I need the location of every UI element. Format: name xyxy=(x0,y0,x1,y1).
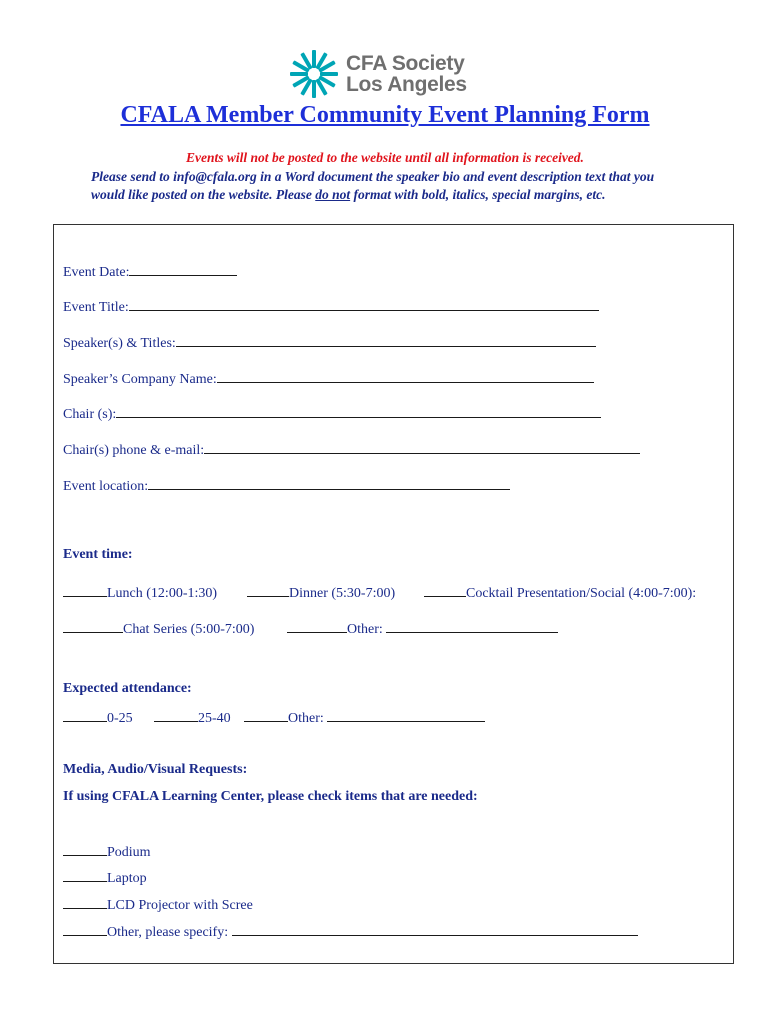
chat-check[interactable] xyxy=(63,619,123,633)
speakers-label: Speaker(s) & Titles: xyxy=(63,336,176,351)
location-field[interactable] xyxy=(148,476,510,490)
chair-contact-label: Chair(s) phone & e-mail: xyxy=(63,443,205,458)
option-media-other xyxy=(63,922,638,941)
company-row xyxy=(63,369,594,388)
attendance-1-check[interactable] xyxy=(63,708,107,722)
option-cocktail xyxy=(424,583,696,602)
option-attendance-other xyxy=(244,708,485,727)
company-field[interactable] xyxy=(217,369,594,383)
notice-emphasis: do not xyxy=(315,187,351,202)
lunch-check[interactable] xyxy=(63,583,107,597)
speakers-row xyxy=(63,333,596,352)
attendance-2-label: 25-40 xyxy=(198,711,231,726)
cfa-society-logo xyxy=(288,48,488,100)
chair-contact-row xyxy=(63,440,640,459)
option-attendance-1 xyxy=(63,708,133,727)
cocktail-check[interactable] xyxy=(424,583,466,597)
company-label: Speaker’s Company Name: xyxy=(63,372,217,387)
chair-label: Chair (s): xyxy=(63,407,117,422)
option-lunch xyxy=(63,583,217,602)
notice-warning: Events will not be posted to the website until all information is received. xyxy=(186,150,584,165)
event-date-field[interactable] xyxy=(129,262,237,276)
event-title-label: Event Title: xyxy=(63,300,129,315)
option-attendance-2 xyxy=(154,708,231,727)
chair-contact-field[interactable] xyxy=(204,440,640,454)
option-dinner xyxy=(247,583,395,602)
lunch-label: Lunch (12:00-1:30) xyxy=(107,586,218,601)
podium-label: Podium xyxy=(107,845,151,860)
media-other-check[interactable] xyxy=(63,922,107,936)
dinner-check[interactable] xyxy=(247,583,289,597)
dinner-label: Dinner (5:30-7:00) xyxy=(289,586,396,601)
notice-text-b: format with bold, italics, special margins, etc. xyxy=(350,187,606,202)
laptop-check[interactable] xyxy=(63,868,107,882)
option-chat-series xyxy=(63,619,254,638)
option-podium xyxy=(63,842,151,861)
podium-check[interactable] xyxy=(63,842,107,856)
option-laptop xyxy=(63,868,147,887)
chair-field[interactable] xyxy=(116,404,601,418)
projector-label: LCD Projector with Scree xyxy=(107,898,253,913)
event-title-row xyxy=(63,297,599,316)
laptop-label: Laptop xyxy=(107,871,147,886)
time-other-label: Other: xyxy=(347,622,387,637)
chat-label: Chat Series (5:00-7:00) xyxy=(123,622,255,637)
event-time-heading: Event time: xyxy=(63,547,133,562)
logo-line-2: Los Angeles xyxy=(346,73,467,96)
option-projector xyxy=(63,895,253,914)
attendance-other-check[interactable] xyxy=(244,708,288,722)
chair-row xyxy=(63,404,601,423)
attendance-2-check[interactable] xyxy=(154,708,198,722)
attendance-other-label: Other: xyxy=(288,711,328,726)
time-other-check[interactable] xyxy=(287,619,347,633)
media-other-field[interactable] xyxy=(232,922,638,936)
cocktail-label: Cocktail Presentation/Social (4:00-7:00): xyxy=(466,586,697,601)
cfa-starburst-icon xyxy=(288,48,340,100)
time-other-field[interactable] xyxy=(386,619,558,633)
attendance-1-label: 0-25 xyxy=(107,711,133,726)
location-label: Event location: xyxy=(63,479,149,494)
event-title-field[interactable] xyxy=(129,297,599,311)
media-subheading: If using CFALA Learning Center, please check items that are needed: xyxy=(63,789,478,804)
attendance-heading: Expected attendance: xyxy=(63,681,192,696)
logo-line-1: CFA Society xyxy=(346,52,465,75)
event-date-row xyxy=(63,262,237,281)
speakers-field[interactable] xyxy=(176,333,596,347)
notice-text-a: Please send to info@cfala.org in a Word document the speaker bio and event description text that you would like posted on the website. Please xyxy=(91,169,655,202)
notice-instructions xyxy=(91,168,681,204)
location-row xyxy=(63,476,510,495)
option-time-other xyxy=(287,619,558,638)
media-other-label: Other, please specify: xyxy=(107,925,232,940)
media-heading: Media, Audio/Visual Requests: xyxy=(63,762,248,777)
attendance-other-field[interactable] xyxy=(327,708,485,722)
projector-check[interactable] xyxy=(63,895,107,909)
page-title: CFALA Member Community Event Planning Form xyxy=(120,102,650,128)
event-date-label: Event Date: xyxy=(63,265,130,280)
